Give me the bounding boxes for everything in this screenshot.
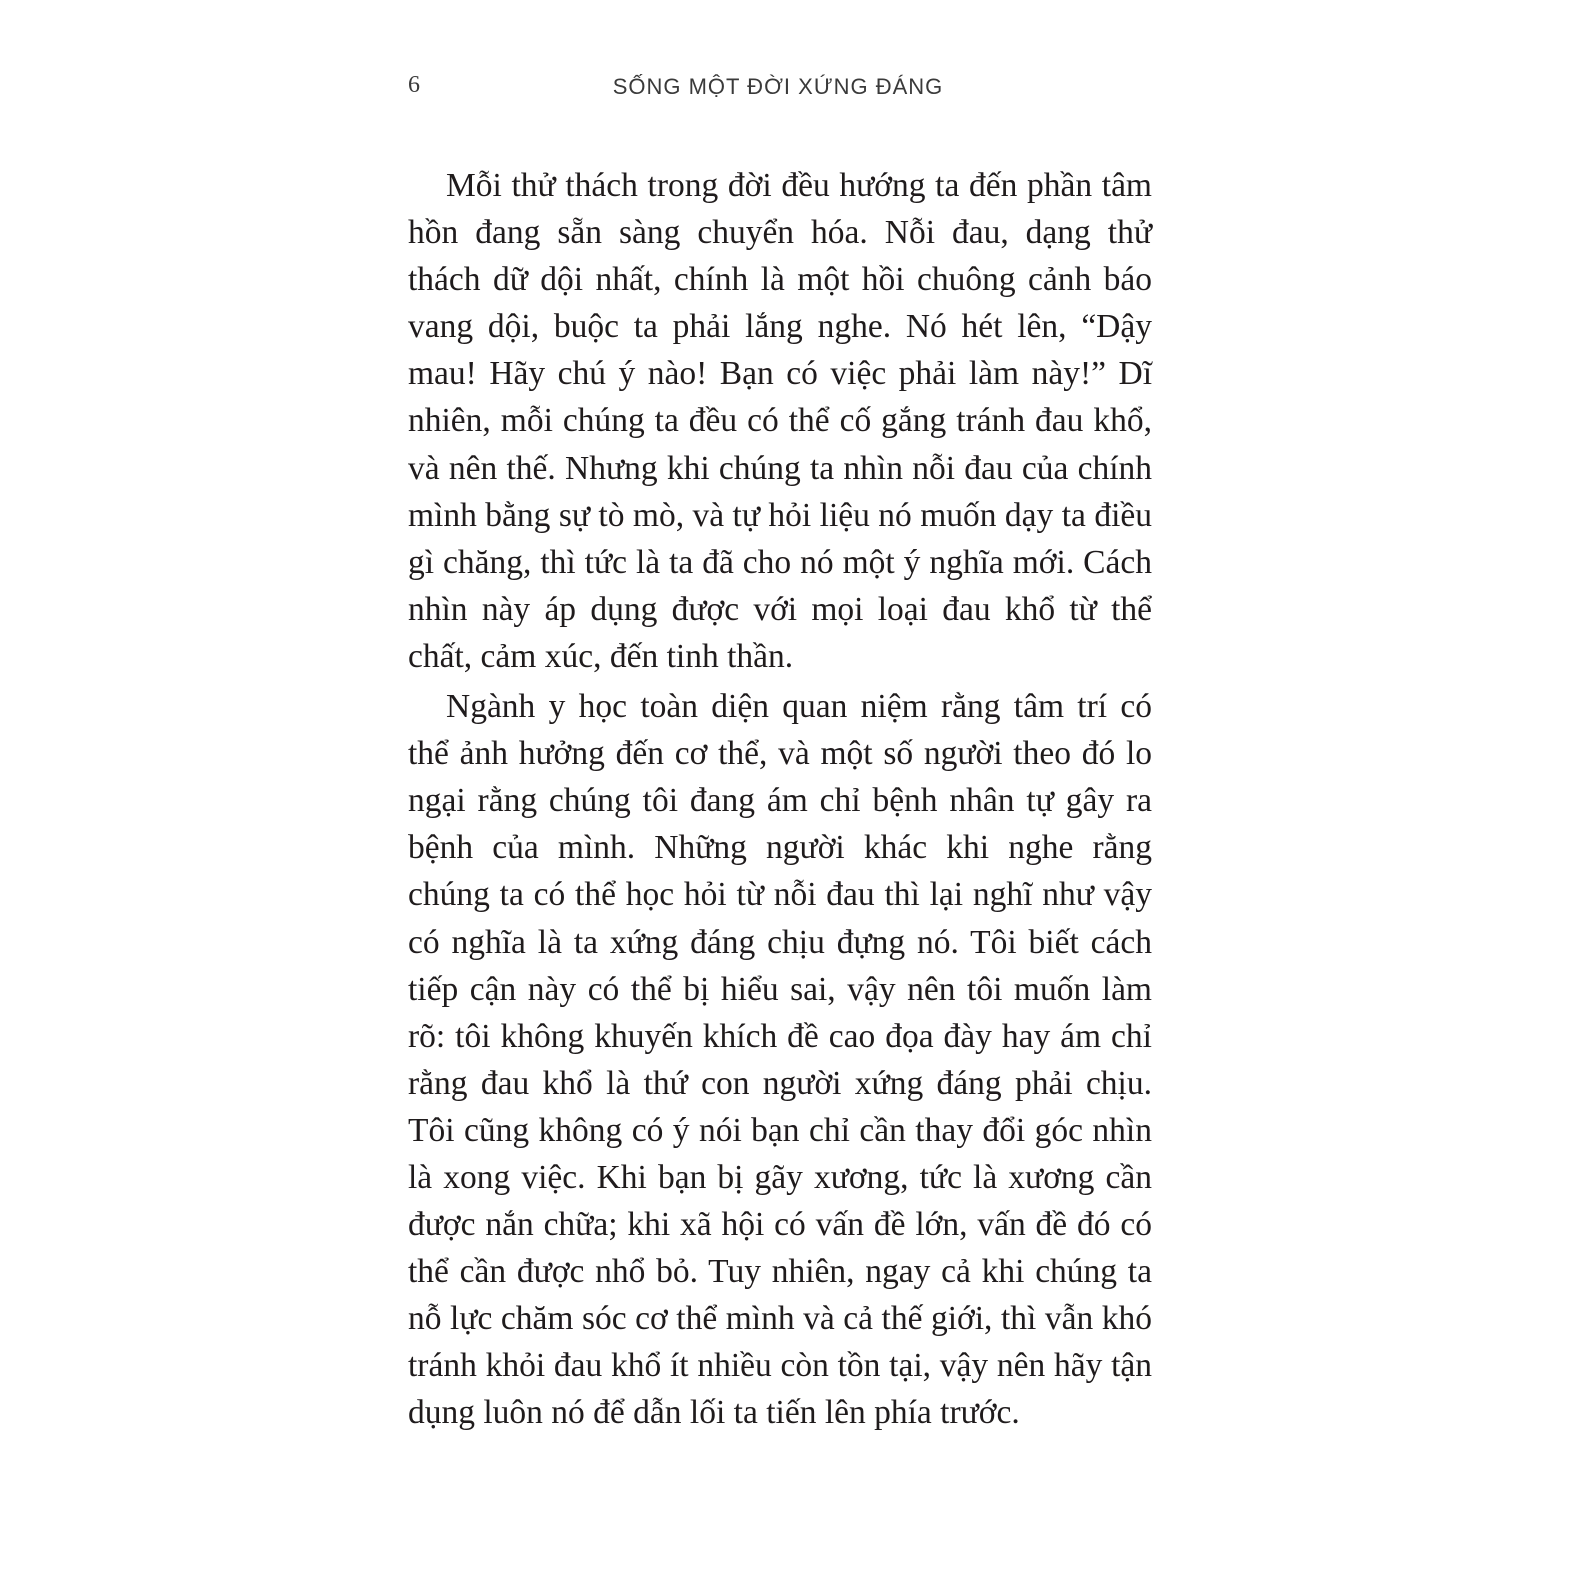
running-head — [408, 72, 1168, 106]
book-title: SỐNG MỘT ĐỜI XỨNG ĐÁNG — [612, 74, 944, 99]
paragraph-1: Mỗi thử thách trong đời đều hướng ta đến phần tâm hồn đang sẵn sàng chuyển hóa. Nỗi đau, dạng thử thách dữ dội nhất, chính là một hồi chuông cảnh báo vang dội, buộc ta phải lắng nghe. Nó hét lên, “Dậy mau! Hãy chú ý nào! Bạn có việc phải làm này!” Dĩ nhiên, mỗi chúng ta đều có thể cố gắng tránh đau khổ, và nên thế. Nhưng khi chúng ta nhìn nỗi đau của chính mình bằng sự tò mò, và tự hỏi liệu nó muốn dạy ta điều gì chăng, thì tức là ta đã cho nó một ý nghĩa mới. Cách nhìn này áp dụng được với mọi loại đau khổ từ thể chất, cảm xúc, đến tinh thần. — [408, 167, 1152, 675]
page-number: 6 — [408, 72, 420, 98]
paragraph-2: Ngành y học toàn diện quan niệm rằng tâm trí có thể ảnh hưởng đến cơ thể, và một số người theo đó lo ngại rằng chúng tôi đang ám chỉ bệnh nhân tự gây ra bệnh của mình. Những người khác khi nghe rằng chúng ta có thể học hỏi từ nỗi đau thì lại nghĩ như vậy có nghĩa là ta xứng đáng chịu đựng nó. Tôi biết cách tiếp cận này có thể bị hiểu sai, vậy nên tôi muốn làm rõ: tôi không khuyến khích đề cao đọa đày hay ám chỉ rằng đau khổ là thứ con người xứng đáng phải chịu. Tôi cũng không có ý nói bạn chỉ cần thay đổi góc nhìn là xong việc. Khi bạn bị gãy xương, tức là xương cần được nắn chữa; khi xã hội có vấn đề lớn, vấn đề đó có thể cần được nhổ bỏ. Tuy nhiên, ngay cả khi chúng ta nỗ lực chăm sóc cơ thể mình và cả thế giới, thì vẫn khó tránh khỏi đau khổ ít nhiều còn tồn tại, vậy nên hãy tận dụng luôn nó để dẫn lối ta tiến lên phía trước. — [408, 688, 1152, 1432]
body-text — [408, 162, 1152, 1437]
